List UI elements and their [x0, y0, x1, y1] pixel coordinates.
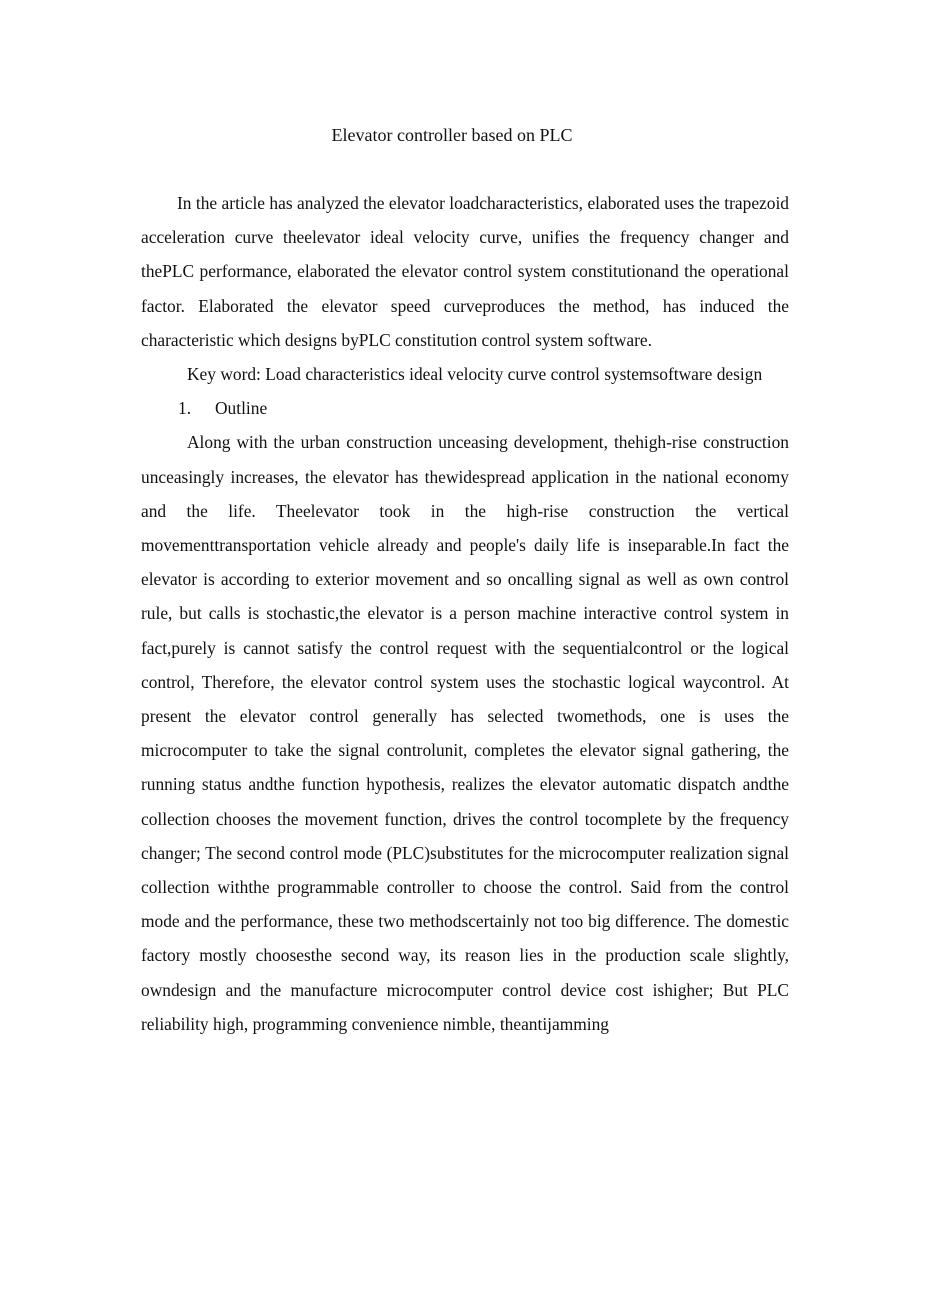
keywords-paragraph: Key word: Load characteristics ideal velocity curve control systemsoftware design [187, 364, 763, 385]
section-heading [141, 391, 789, 425]
section-number: 1. [178, 398, 192, 419]
document-title: Elevator controller based on PLC [331, 125, 573, 145]
document-body [141, 186, 789, 1041]
abstract-paragraph: In the article has analyzed the elevator loadcharacteristics, elaborated uses the trapezoid acceleration curve theelevator ideal velocity curve, unifies the frequency changer and thePLC performance, elaborated the elevator control system constitutionand the operational factor. Elaborated the elevator speed curveproduces the method, has induced the characteristic which designs byPLC constitution control system software. [141, 193, 789, 350]
section-title: Outline [215, 398, 268, 419]
section-body-paragraph: Along with the urban construction unceasing development, thehigh-rise construction unceasingly increases, the elevator has thewidespread application in the national economy and the life. Theelevator took in the high-rise construction the vertical movementtransportation vehicle already and people's daily life is inseparable.In fact the elevator is according to exterior movement and so oncalling signal as well as own control rule, but calls is stochastic,the elevator is a person machine interactive control system in fact,purely is cannot satisfy the control request with the sequentialcontrol or the logical control, Therefore, the elevator control system uses the stochastic logical waycontrol. At present the elevator control generally has selected twomethods, one is uses the microcomputer to take the signal controlunit, completes the elevator signal gathering, the running status andthe function hypothesis, realizes the elevator automatic dispatch andthe collection chooses the movement function, drives the control tocomplete by the frequency changer; The second control mode (PLC)substitutes for the microcomputer realization signal collection withthe programmable controller to choose the control. Said from the control mode and the performance, these two methodscertainly not too big difference. The domestic factory mostly choosesthe second way, its reason lies in the production scale slightly, owndesign and the manufacture microcomputer control device cost ishigher; But PLC reliability high, programming convenience nimble, theantijamming [141, 432, 789, 1034]
